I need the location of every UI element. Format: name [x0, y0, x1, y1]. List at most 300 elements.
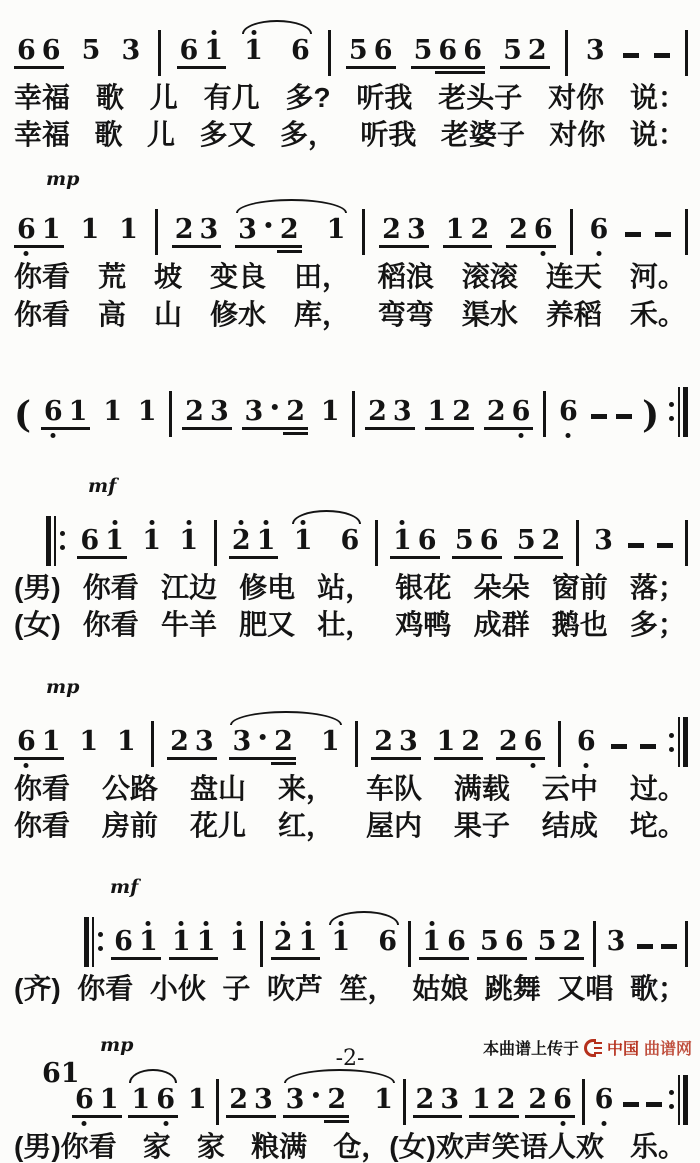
lyric-segment: 朵朵: [473, 571, 530, 603]
note: 2: [271, 727, 296, 760]
barline: [169, 391, 172, 437]
note: 6: [586, 215, 611, 248]
note-group: [139, 526, 164, 559]
note: 1: [116, 726, 136, 758]
lyric-segment: 歌: [95, 82, 124, 113]
note: 3: [207, 397, 232, 430]
note: 1: [469, 1085, 494, 1118]
octave-dot-low: [24, 763, 29, 768]
lyric-segment: 对你: [549, 119, 606, 151]
system-s2: [4, 169, 696, 330]
note: 2: [226, 1085, 251, 1118]
note: 1: [176, 526, 201, 559]
note: 1: [443, 215, 468, 248]
note: 3: [437, 1085, 462, 1118]
note-group: [76, 727, 101, 760]
octave-dot-high: [146, 921, 151, 926]
dash-note: [661, 944, 677, 949]
note-group: [100, 397, 125, 430]
lyric-segment: 听我: [356, 82, 413, 113]
lyric-segment: (男)你看: [14, 1130, 117, 1162]
lyric-line: [4, 572, 696, 604]
lyric-segment: 结成: [541, 810, 598, 842]
barline: [375, 520, 378, 566]
note: 3: [283, 1085, 308, 1118]
note-group: [169, 927, 219, 960]
barline: [155, 209, 158, 255]
note: 6: [77, 526, 102, 559]
note: 3: [585, 35, 605, 66]
lyric-segment: 山: [153, 298, 182, 330]
lyric-segment: 乐。: [629, 1130, 686, 1162]
note-group: [556, 397, 581, 430]
lyric-segment: 修水: [209, 298, 266, 330]
note-group: [591, 526, 616, 559]
qupu-logo-icon: [584, 1039, 602, 1057]
note: 6: [111, 927, 136, 960]
lyric-segment: (男): [14, 571, 61, 603]
lyric-segment: 车队: [365, 773, 422, 805]
notation-row: [4, 10, 696, 77]
footer-site-name-rest: 曲谱网: [643, 1041, 692, 1058]
note: 3: [594, 524, 613, 556]
note: 2: [525, 1085, 550, 1118]
lyric-segment: 你看: [14, 261, 71, 293]
lyric-segment: 你看: [14, 810, 71, 842]
barline: [543, 391, 546, 437]
note: 3: [121, 35, 141, 66]
note-group: [116, 215, 141, 248]
note-group: [390, 526, 440, 559]
lyric-segment: 粮满: [251, 1130, 308, 1162]
lyric-segment: 又唱: [557, 972, 614, 1004]
note-group: [592, 1085, 617, 1118]
note: 2: [458, 727, 483, 760]
note: 1: [320, 395, 340, 427]
barline: [558, 721, 561, 767]
system-s4: [4, 476, 696, 641]
note: 5: [500, 36, 525, 69]
lyric-segment: 对你: [548, 82, 605, 113]
note-group: [235, 215, 348, 248]
page-number: -2-: [335, 1046, 365, 1071]
octave-dot-high: [211, 30, 216, 35]
slur-icon: [230, 711, 341, 725]
lyric-line: [4, 299, 696, 331]
octave-dot-high: [264, 520, 269, 525]
octave-dot-low: [24, 251, 29, 256]
note: 1: [241, 36, 266, 69]
barline: [328, 30, 331, 76]
lyric-segment: 家: [142, 1130, 171, 1162]
note: 2: [167, 727, 192, 760]
lyric-segment: 姑娘: [412, 972, 469, 1004]
octave-dot-high: [400, 520, 405, 525]
lyric-segment: 你看: [82, 608, 139, 640]
dash-note: [591, 414, 607, 419]
note-group: [79, 36, 104, 69]
lyric-segment: 云中: [541, 773, 598, 805]
lyric-segment: 儿: [146, 119, 175, 151]
lyric-segment: 笙，: [339, 972, 396, 1004]
music-score: [0, 10, 700, 1163]
octave-dot-high: [186, 520, 191, 525]
note: 6: [444, 927, 469, 960]
barline: [685, 30, 688, 76]
lyric-segment: 成群: [473, 608, 530, 640]
note-group: [176, 526, 201, 559]
note: 6: [460, 36, 485, 69]
lyric-line: [4, 119, 696, 151]
dynamic-marking: mp: [46, 168, 80, 191]
lyric-segment: 鹅也: [551, 608, 608, 640]
lyric-segment: 高: [97, 298, 126, 330]
note: 1: [97, 1085, 122, 1118]
note-group: [111, 927, 161, 960]
lyric-segment: 儿: [149, 82, 178, 113]
note-group: [525, 1085, 575, 1118]
note: 2: [496, 727, 521, 760]
lyric-segment: 小伙: [149, 972, 206, 1004]
note: 1: [254, 526, 279, 559]
note: 2: [413, 1085, 438, 1118]
note: 1: [434, 727, 459, 760]
note-group: [328, 927, 400, 960]
dash-note: [611, 744, 627, 749]
note-group: [535, 927, 585, 960]
octave-dot-low: [560, 1121, 565, 1126]
note: 6: [435, 36, 460, 69]
note: 6: [72, 1085, 97, 1118]
note-group: [283, 1085, 396, 1118]
note-group: [413, 1085, 463, 1118]
note-group: [574, 727, 599, 760]
note: 2: [277, 215, 302, 248]
dash-note: [640, 744, 656, 749]
octave-dot-low: [519, 433, 524, 438]
lyric-segment: 听我: [360, 119, 417, 151]
repeat-begin-icon: [46, 516, 65, 566]
note: 3: [192, 727, 217, 760]
barline: [216, 1079, 219, 1125]
note: 1: [66, 397, 91, 430]
lyric-segment: 多，: [279, 119, 336, 151]
lyric-line: [4, 1131, 696, 1163]
lyric-segment: 红，: [277, 810, 334, 842]
note: 5: [514, 526, 539, 559]
lyric-line: [4, 82, 696, 114]
note: 6: [550, 1085, 575, 1118]
note: 6: [41, 397, 66, 430]
note-group: [586, 215, 611, 248]
lyric-segment: 说：: [629, 82, 686, 113]
barline: [260, 921, 263, 967]
dash-note: [657, 543, 673, 548]
note: 6: [415, 526, 440, 559]
lyric-segment: 荒: [97, 261, 126, 293]
note: 6: [14, 36, 39, 69]
octave-dot-high: [305, 921, 310, 926]
barline: [593, 921, 596, 967]
note: 6: [509, 397, 534, 430]
dynamic-marking: mp: [100, 1033, 134, 1056]
lyric-segment: (齐): [14, 972, 61, 1004]
note-group: [469, 1085, 519, 1118]
footer-site-name-cn: 中国: [606, 1041, 639, 1058]
note-group: [371, 727, 421, 760]
octave-dot-low: [601, 1121, 606, 1126]
lyric-line: [4, 261, 696, 293]
note-group: [167, 727, 217, 760]
note: 1: [374, 1083, 393, 1115]
dash-note: [625, 232, 641, 237]
lyric-segment: 落；: [629, 571, 686, 603]
lyric-segment: 花儿: [189, 810, 246, 842]
note: 1: [119, 214, 138, 246]
note: 5: [535, 927, 560, 960]
note: 1: [328, 927, 353, 960]
lyric-segment: 禾。: [629, 298, 686, 330]
note-group: [434, 727, 484, 760]
lyric-segment: 江边: [160, 571, 217, 603]
note: 6: [153, 1085, 178, 1118]
dash-note: [623, 1102, 639, 1107]
note: 1: [103, 395, 122, 427]
lyric-segment: 吹芦: [267, 972, 324, 1004]
octave-dot-low: [596, 251, 601, 256]
octave-dot-low: [163, 1121, 168, 1126]
lyric-line: [4, 609, 696, 641]
octave-dot-high: [204, 921, 209, 926]
note: 1: [291, 526, 316, 559]
note-group: [506, 215, 556, 248]
note-group: [182, 397, 232, 430]
note-group: [229, 727, 342, 760]
footer-credit: [483, 1036, 692, 1059]
note-group: [318, 397, 343, 430]
notation-row: [4, 897, 696, 968]
note: 6: [378, 925, 398, 957]
octave-dot-high: [281, 921, 286, 926]
note: 5: [477, 927, 502, 960]
note: 2: [525, 36, 550, 69]
note: 3: [606, 925, 626, 957]
lyric-segment: 弯弯: [377, 298, 434, 330]
note: 1: [425, 397, 450, 430]
note: 2: [467, 215, 492, 248]
notation-row: [4, 496, 696, 567]
system-s1: [4, 10, 696, 151]
lyric-segment: 鸡鸭: [395, 608, 452, 640]
lyric-segment: 窗前: [551, 571, 608, 603]
note: 6: [340, 524, 360, 556]
note: 1: [320, 726, 340, 758]
lyric-segment: 过。: [629, 773, 686, 805]
lyric-segment: 歌；: [629, 972, 686, 1004]
lyric-segment: 满载: [453, 773, 510, 805]
note: 1: [419, 927, 444, 960]
note-group: [496, 727, 546, 760]
note: 1: [139, 526, 164, 559]
lyric-segment: 来，: [277, 773, 334, 805]
dot-rhythm-note: •: [260, 215, 277, 248]
note: 6: [592, 1085, 617, 1118]
lyric-segment: 你看: [14, 298, 71, 330]
note: 3: [390, 397, 415, 430]
footer-credit-text: 本曲谱上传于: [482, 1041, 579, 1058]
lyric-segment: 连天: [545, 261, 602, 293]
note: 2: [283, 397, 308, 430]
note-group: [514, 526, 564, 559]
note: 2: [506, 215, 531, 248]
note-group: [271, 927, 321, 960]
note-group: [583, 36, 608, 69]
note-group: [14, 215, 64, 248]
note: 1: [137, 395, 157, 427]
barline: [685, 520, 688, 566]
note: 1: [102, 526, 127, 559]
note-group: [77, 215, 102, 248]
note-group: [411, 36, 485, 69]
note-group: [135, 397, 160, 430]
system-s5: [4, 677, 696, 842]
note: 3: [235, 215, 260, 248]
note: 6: [39, 36, 64, 69]
note: 5: [346, 36, 371, 69]
barline: [403, 1079, 406, 1125]
note-group: [500, 36, 550, 69]
note: 1: [295, 927, 320, 960]
octave-dot-low: [566, 433, 571, 438]
note-group: [242, 397, 308, 430]
note: 6: [574, 727, 599, 760]
note: 6: [531, 215, 556, 248]
note-group: [77, 526, 127, 559]
note: 6: [556, 397, 581, 430]
system-s6: [4, 877, 696, 1005]
dash-note: [654, 53, 670, 58]
lyric-segment: 库，: [293, 298, 350, 330]
lyric-segment: 银花: [395, 571, 452, 603]
note: 2: [271, 927, 296, 960]
lyric-segment: 坡: [153, 261, 182, 293]
left-paren: (: [14, 393, 32, 436]
repeat-begin-icon: [84, 917, 103, 967]
lyric-segment: 你看: [14, 773, 71, 805]
note: 5: [411, 36, 436, 69]
note: 3: [242, 397, 267, 430]
lyric-segment: 站，: [317, 571, 374, 603]
barline: [408, 921, 411, 967]
octave-dot-high: [301, 520, 306, 525]
lyric-segment: 幸福: [14, 119, 71, 151]
note-group: [477, 927, 527, 960]
note-group: [484, 397, 534, 430]
note: 6: [14, 727, 39, 760]
note-group: [229, 526, 279, 559]
dash-note: [655, 232, 671, 237]
note-group: [227, 927, 252, 960]
barline: [362, 209, 365, 255]
note: 1: [169, 927, 194, 960]
octave-dot-low: [584, 763, 589, 768]
note-group: [419, 927, 469, 960]
lyric-segment: 房前: [101, 810, 158, 842]
barline: [158, 30, 161, 76]
octave-dot-low: [82, 1121, 87, 1126]
lyric-segment: (女): [14, 608, 61, 640]
lyric-segment: 屋内: [365, 810, 422, 842]
repeat-end-icon: [669, 1075, 688, 1125]
lyric-segment: 坨。: [629, 810, 686, 842]
dynamic-marking: mf: [88, 474, 117, 497]
note-group: [177, 36, 227, 69]
octave-dot-high: [179, 921, 184, 926]
lyric-segment: 牛羊: [160, 608, 217, 640]
dynamic-marking: mp: [46, 676, 80, 699]
note: 1: [201, 36, 226, 69]
notation-row: [4, 367, 696, 438]
lyric-segment: 稻浪: [377, 261, 434, 293]
note: 2: [172, 215, 197, 248]
note: 1: [79, 726, 99, 758]
lyric-segment: 歌: [94, 119, 123, 151]
barline: [576, 520, 579, 566]
notation-row: [4, 697, 696, 768]
right-paren: ): [642, 393, 660, 436]
lyric-line: [4, 810, 696, 842]
lyric-segment: 老头子: [438, 82, 523, 113]
note: 6: [477, 526, 502, 559]
note: 1: [39, 215, 64, 248]
note: 6: [290, 35, 310, 66]
barline: [565, 30, 568, 76]
slur-icon: [129, 1069, 177, 1083]
note: 6: [521, 727, 546, 760]
lyric-segment: 滚滚: [461, 261, 518, 293]
octave-dot-high: [112, 520, 117, 525]
octave-dot-low: [531, 763, 536, 768]
octave-dot-high: [237, 921, 242, 926]
note: 3: [396, 727, 421, 760]
octave-dot-low: [51, 433, 56, 438]
barline: [570, 209, 573, 255]
note: 1: [227, 927, 252, 960]
dash-note: [628, 543, 644, 548]
note: 3: [229, 727, 254, 760]
note: 2: [371, 727, 396, 760]
note-group: [14, 727, 64, 760]
lyric-segment: 老婆子: [440, 119, 525, 151]
note-group: [114, 727, 139, 760]
barline: [151, 721, 154, 767]
note: 1: [80, 214, 100, 246]
note: 5: [81, 35, 101, 66]
note: 2: [539, 526, 564, 559]
lyric-segment: 田，: [293, 261, 350, 293]
octave-dot-high: [251, 30, 256, 35]
lyric-segment: 跳舞: [484, 972, 541, 1004]
note-group: [443, 215, 493, 248]
note: 2: [494, 1085, 519, 1118]
note-group: [128, 1085, 178, 1118]
lyric-segment: 多又: [199, 119, 256, 151]
note: 2: [229, 526, 254, 559]
repeat-end-icon: [669, 717, 688, 767]
note-group: [226, 1085, 276, 1118]
lyric-line: [4, 973, 696, 1005]
note-group: [365, 397, 415, 430]
